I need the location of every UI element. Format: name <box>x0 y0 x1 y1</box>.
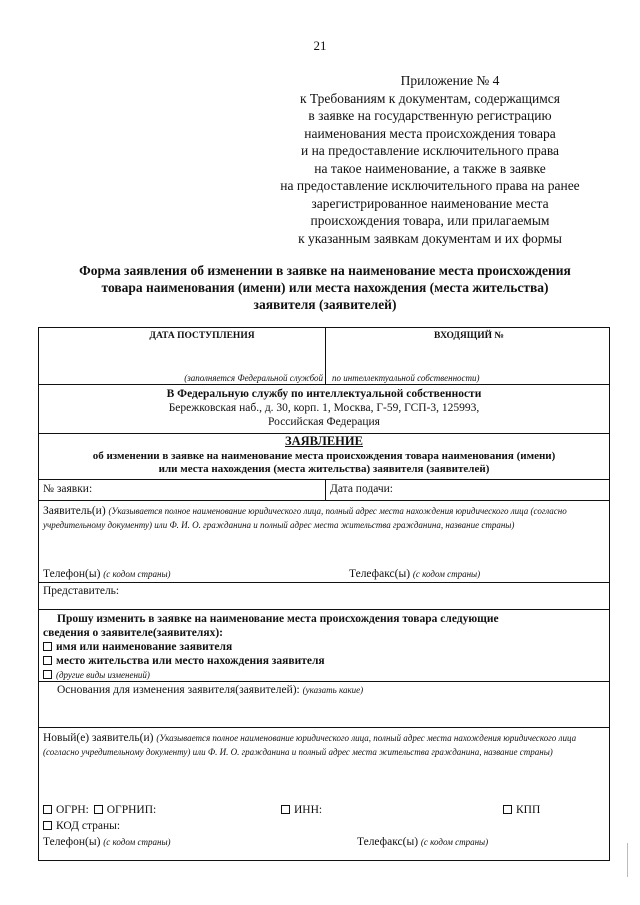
application-number-row <box>39 480 609 501</box>
option-name-change[interactable] <box>43 640 605 654</box>
statement-line: или места нахождения (места жительства) заявителя (заявителей) <box>158 463 490 475</box>
appendix-line: в заявке на государственную регистрацию <box>308 108 552 123</box>
incoming-number-label: ВХОДЯЩИЙ № <box>434 331 504 341</box>
appendix-line: наименования места происхождения товара <box>304 125 556 141</box>
filled-by-left: (заполняется Федеральной службой <box>184 373 323 383</box>
checkbox[interactable] <box>94 805 103 814</box>
checkbox[interactable] <box>43 642 52 651</box>
country-code-option[interactable] <box>43 820 120 832</box>
request-line: сведения о заявителе(заявителях): <box>43 627 223 639</box>
addressee-country: Российская Федерация <box>268 416 380 428</box>
kpp-option[interactable] <box>503 804 540 816</box>
page-number: 21 <box>313 38 327 53</box>
checkbox[interactable] <box>281 805 290 814</box>
application-number-field[interactable] <box>39 480 326 500</box>
option-label: имя или наименование заявителя <box>56 641 233 653</box>
new-applicant-phone-label: Телефон(ы) <box>43 836 101 848</box>
inn-option[interactable] <box>281 804 322 816</box>
new-applicant-block[interactable] <box>39 728 609 860</box>
filing-date-label: Дата подачи: <box>330 483 393 495</box>
representative-field[interactable] <box>39 583 609 610</box>
form-title-line: заявителя (заявителей) <box>253 297 397 312</box>
new-applicant-fax-label: Телефакс(ы) <box>357 836 419 848</box>
applicant-block[interactable] <box>39 501 609 583</box>
option-label: (другие виды изменений) <box>56 670 150 680</box>
checkbox[interactable] <box>503 805 512 814</box>
option-label: место жительства или место нахождения заявителя <box>56 655 325 667</box>
new-applicant-phone-hint: (с кодом страны) <box>103 837 171 847</box>
representative-label: Представитель: <box>43 585 120 597</box>
grounds-hint: (указать какие) <box>302 685 364 695</box>
statement-block <box>39 434 609 480</box>
checkbox[interactable] <box>43 821 52 830</box>
checkbox[interactable] <box>43 670 52 679</box>
appendix-line: и на предоставление исключительного права <box>300 143 560 158</box>
filing-date-field[interactable] <box>326 480 609 500</box>
checkbox[interactable] <box>43 805 52 814</box>
addressee-block <box>39 385 609 434</box>
form-title-line: Форма заявления об изменении в заявке на наименование места происхождения <box>79 263 571 278</box>
addressee-address: Бережковская наб., д. 30, корп. 1, Москва, Г-59, ГСП-3, 125993, <box>168 402 480 414</box>
appendix-block <box>250 72 610 247</box>
scan-artifact <box>627 843 628 877</box>
new-applicant-label: Новый(е) заявитель(и) <box>43 732 154 744</box>
appendix-title: Приложение № 4 <box>400 73 500 88</box>
option-other[interactable] <box>43 668 605 682</box>
appendix-line: на такое наименование, а также в заявке <box>314 160 546 176</box>
new-applicant-hint: (Указывается полное наименование юридического лица, полный адрес места нахождения юридического лица (согласно учредительному документу) или Ф. И. О. гражданина и полный адрес места жительства гражданина, название страны) <box>43 733 577 757</box>
checkbox[interactable] <box>43 656 52 665</box>
country-code-label: КОД страны: <box>56 820 121 832</box>
applicant-hint: (Указывается полное наименование юридического лица, полный адрес места нахождения юридического лица (согласно учредительному документу) или Ф. И. О. гражданина и полный адрес места жительства гражданина, название страны) <box>43 506 567 530</box>
inn-label: ИНН: <box>294 804 323 816</box>
appendix-line: зарегистрированное наименование места <box>311 195 549 211</box>
form-title <box>40 262 610 313</box>
statement-line: об изменении в заявке на наименование места происхождения товара наименования (имени) <box>92 450 556 462</box>
applicant-phone-hint: (с кодом страны) <box>103 569 171 579</box>
addressee-name: В Федеральную службу по интеллектуальной собственности <box>166 388 482 400</box>
filled-by-right: по интеллектуальной собственности) <box>332 373 480 383</box>
appendix-line: к указанным заявкам документам и их формы <box>298 230 562 246</box>
grounds-label: Основания для изменения заявителя(заявителей): <box>57 684 300 696</box>
applicant-label: Заявитель(и) <box>43 505 106 517</box>
applicant-phone-label: Телефон(ы) <box>43 568 101 580</box>
kpp-label: КПП <box>516 804 541 816</box>
receipt-row <box>39 328 609 385</box>
request-line: Прошу изменить в заявке на наименование места происхождения товара следующие <box>57 613 499 625</box>
option-address-change[interactable] <box>43 654 605 668</box>
grounds-block[interactable] <box>39 682 609 728</box>
ogrnip-label: ОГРНИП: <box>106 804 157 816</box>
ogrn-label: ОГРН: <box>56 804 89 816</box>
appendix-line: к Требованиям к документам, содержащимся <box>299 90 561 106</box>
applicant-fax-hint: (с кодом страны) <box>412 569 481 579</box>
date-received-label: ДАТА ПОСТУПЛЕНИЯ <box>149 331 255 341</box>
applicant-fax-label: Телефакс(ы) <box>349 568 411 580</box>
appendix-line: происхождения товара, или прилагаемым <box>310 213 550 228</box>
form-title-line: товара наименования (имени) или места нахождения (места жительства) <box>101 280 549 295</box>
application-number-label: № заявки: <box>43 483 93 495</box>
appendix-line: на предоставление исключительного права на ранее <box>280 178 580 193</box>
ogrn-option[interactable] <box>43 804 156 816</box>
statement-title: ЗАЯВЛЕНИЕ <box>285 434 363 448</box>
request-block <box>39 610 609 682</box>
new-applicant-fax-hint: (с кодом страны) <box>420 837 489 847</box>
application-form <box>38 327 610 861</box>
